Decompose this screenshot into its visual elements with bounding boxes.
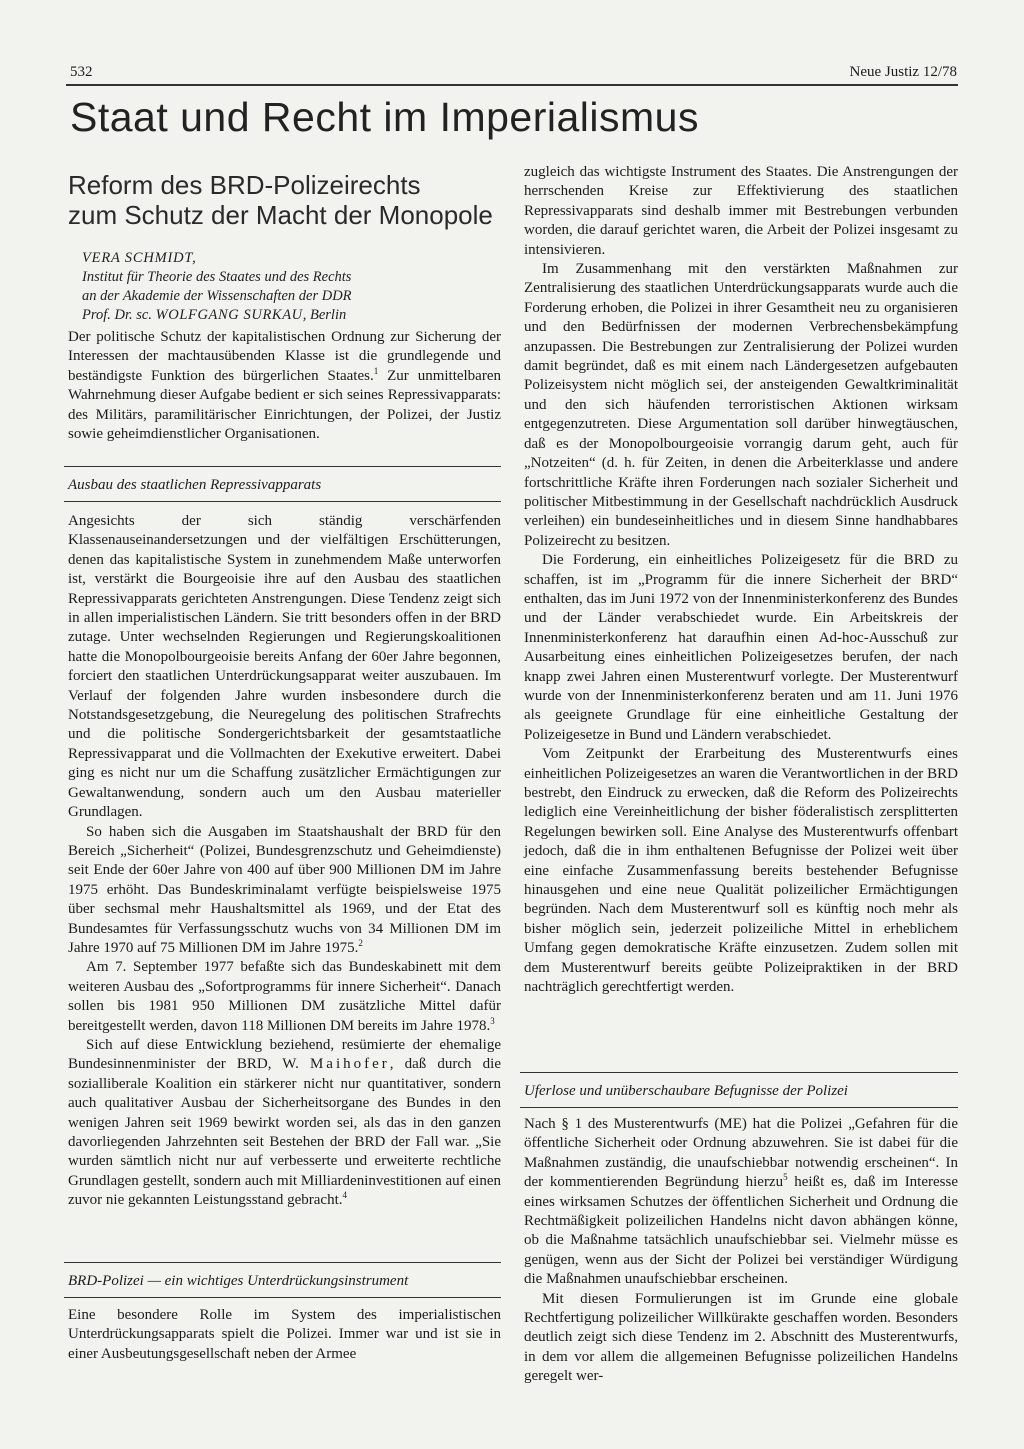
- page-header: [70, 64, 957, 86]
- article-title-line1: Reform des BRD-Polizeirechts: [68, 170, 421, 200]
- subheading-1: Ausbau des staatlichen Repressivapparats: [64, 466, 501, 502]
- article-title-line2: zum Schutz der Macht der Monopole: [68, 200, 493, 230]
- s3-paragraph-2: Mit diesen Formulierungen ist im Grunde eine globale Rechtfertigung polizeilicher Willkürakte geschaffen worden. Besonders deutlich zeigt sich diese Tendenz im 2. Abschnitt des Musterentwurfs, in dem vor allem die allgemeinen Befugnisse polizeilichen Handelns geregelt wer-: [524, 1290, 958, 1385]
- s3-paragraph-1: Nach § 1 des Musterentwurfs (ME) hat die Polizei „Gefahren für die öffentliche Sicherheit oder Ordnung abzuwehren. Sie ist dabei für die Maßnahmen zuständig, die unaufschiebbar notwendig erscheinen“. In der kommentierenden Begründung hierzu$^5$ heißt es, daß im Interesse eines wirksamen Schutzes der öffentlichen Sicherheit und Ordnung die Rechtmäßigkeit polizeilichen Handelns nicht davon abhängen könne, ob die Maßnahme tatsächlich unaufschiebbar sei. Vielmehr müsse es genügen, wenn aus der Sicht der Polizei bei verständiger Würdigung die Maßnahmen unaufschiebbar erscheinen.: [524, 1116, 958, 1288]
- section-title: Staat und Recht im Imperialismus: [70, 94, 699, 140]
- s2-paragraph-1: Eine besondere Rolle im System des imperialistischen Unterdrückungsapparats spielt die Polizei. Immer war und ist sie in einer Ausbeutungsgesellschaft neben der Armee: [68, 1307, 501, 1362]
- section-1-text: [68, 512, 501, 1211]
- page-number: 532: [70, 64, 93, 80]
- s1-paragraph-4: Sich auf diese Entwicklung beziehend, resümierte der ehemalige Bundesinnenminister der BRD, W. Maihofer, daß durch die sozialliberale Koalition ein stärkerer nicht nur quantitativer, sondern auch qualitativer Ausbau der Sicherheitsorgane des Bundes in den wenigen Jahren seit 1969 bewirkt worden sei, als das in den ganzen davorliegenden Jahrzehnten seit Bestehen der BRD der Fall war. „Sie wurden sämtlich nicht nur auf verbesserte und erweiterte rechtliche Grundlagen gestellt, sondern auch mit Milliardeninvestitionen auf einen zuvor nie gekannten Leistungsstand gebracht.$^4$: [68, 1036, 501, 1209]
- journal-issue: Neue Justiz 12/78: [849, 64, 957, 80]
- section-3-text: [524, 1115, 958, 1387]
- header-rule: [66, 84, 958, 86]
- section-2-text: [68, 1306, 501, 1364]
- right-column-text: [524, 163, 958, 997]
- subheading-3: Uferlose und unüberschaubare Befugnisse der Polizei: [520, 1072, 958, 1108]
- r-paragraph-2: Im Zusammenhang mit den verstärkten Maßnahmen zur Zentralisierung des staatlichen Unterdrückungsapparats wurde auch die Forderung erhoben, die Polizei in ihrer Gesamtheit neu zu organisieren und den Bedürfnissen der modernen Verbrechensbekämpfung anzupassen. Die Bestrebungen zur Zentralisierung der Polizei wurden damit begründet, daß es mit einem nach Ländergesetzen aufgebauten Polizeisystem nicht möglich sei, der ansteigenden Gewaltkriminalität und den sich häufenden terroristischen Aktionen wirksam entgegenzutreten. Diese Argumentation soll darüber hinwegtäuschen, daß es der Monopolbourgeoisie vorrangig darum geht, auch für „Notzeiten“ (d. h. für Zeiten, in denen die Arbeiterklasse und andere fortschrittliche Kräfte ihren Forderungen nach sozialer Sicherheit und politischer Mitbestimmung in der Gesellschaft nachdrücklich Ausdruck verleihen) ein bundeseinheitliches und in diesem Sinne handhabbares Polizeirecht zu besitzen.: [524, 261, 958, 549]
- intro-paragraph: Der politische Schutz der kapitalistischen Ordnung zur Sicherung der Interessen der machtausübenden Klasse ist die grundlegende und beständigste Funktion des bürgerlichen Staates.$^1$ Zur unmittelbaren Wahrnehmung dieser Aufgabe bedient er sich seines Repressivapparats: des Militärs, paramilitärischer Einrichtungen, der Polizei, der Justiz sowie geheimdienstlicher Organisationen.: [68, 329, 501, 443]
- author-2: Prof. Dr. sc. WOLFGANG SURKAU, Berlin: [82, 307, 347, 323]
- subheading-2: BRD-Polizei — ein wichtiges Unterdrückungsinstrument: [64, 1262, 501, 1298]
- s1-paragraph-2: So haben sich die Ausgaben im Staatshaushalt der BRD für den Bereich „Sicherheit“ (Polizei, Bundesgrenzschutz und Geheimdienste) seit Ende der 60er Jahre von 400 auf über 900 Millionen DM im Jahre 1975 erhöht. Das Bundeskriminalamt verfügte beispielsweise 1975 über sechsmal mehr Haushaltsmittel als 1969, und der Etat des Bundesamtes für Verfassungsschutz wuchs von 34 Millionen DM im Jahre 1970 auf 75 Millionen DM im Jahre 1975.$^2$: [68, 823, 501, 956]
- s1-paragraph-1: Angesichts der sich ständig verschärfenden Klassenauseinandersetzungen und der vielfältigen Erschütterungen, denen das kapitalistische System in zunehmendem Maße unterworfen ist, verstärkt die Bourgeoisie ihre auf den Ausbau des staatlichen Repressivapparats gerichteten Anstrengungen. Diese Tendenz zeigt sich in allen imperialistischen Ländern. Sie tritt besonders offen in der BRD zutage. Unter wechselnden Regierungen und Regierungskoalitionen hatte die Monopolbourgeoisie bereits Anfang der 60er Jahre begonnen, forciert den staatlichen Unterdrückungsapparat weiter auszubauen. Im Verlauf der folgenden Jahre wurden insbesondere durch die Notstandsgesetzgebung, die Neuregelung des politischen Strafrechts und die politische Sondergerichtsbarkeit der gesamtstaatliche Repressivapparat und die Vollmachten der Exekutive erweitert. Dabei ging es nicht nur um die Schaffung zusätzlicher Ermächtigungen zur Gewaltanwendung, sondern auch um den Ausbau materieller Grundlagen.: [68, 513, 501, 821]
- author-block: [82, 249, 502, 325]
- r-paragraph-4: Vom Zeitpunkt der Erarbeitung des Musterentwurfs eines einheitlichen Polizeigesetzes an waren die Verantwortlichen in der BRD bestrebt, den Eindruck zu erwecken, daß die Reform des Polizeirechts lediglich eine Vereinheitlichung der bisher föderalistisch zersplitterten Regelungen bewirken soll. Eine Analyse des Musterentwurfs offenbart jedoch, daß die in ihm enthaltenen Befugnisse der Polizei weit über eine einfache Zusammenfassung bereits bestehender Befugnisse hinausgehen und eine neue Qualität polizeilicher Ermächtigungen begründen. Nach dem Musterentwurf soll es künftig noch mehr als bisher möglich sein, jederzeit polizeiliche Mittel in erheblichem Umfang gegen demokratische Kräfte einzusetzen. Zudem sollen mit dem Musterentwurf bereits geübte Polizeipraktiken in der BRD nachträglich gerechtfertigt werden.: [524, 746, 958, 996]
- r-paragraph-1: zugleich das wichtigste Instrument des Staates. Die Anstrengungen der herrschenden Kreise zur Effektivierung des staatlichen Repressivapparats sind deshalb immer mit Bestrebungen verbunden worden, die darauf gerichtet waren, die Arbeit der Polizei insgesamt zu intensivieren.: [524, 164, 958, 258]
- r-paragraph-3: Die Forderung, ein einheitliches Polizeigesetz für die BRD zu schaffen, ist im „Programm für die innere Sicherheit der BRD“ enthalten, das im Juni 1972 von der Innenministerkonferenz des Bundes und der Länder verabschiedet wurde. Ein Arbeitskreis der Innenministerkonferenz hat daraufhin einen Ad-hoc-Ausschuß zur Ausarbeitung eines einheitlichen Polizeigesetzes berufen, der nach knapp zwei Jahren einen Musterentwurf vorlegte. Der Musterentwurf wurde von der Innenministerkonferenz beraten und am 11. Juni 1976 als geeignete Grundlage für eine einheitliche Gestaltung der Polizeigesetze in Bund und Ländern verabschiedet.: [524, 552, 958, 743]
- author-1-affiliation-1: Institut für Theorie des Staates und des Rechts: [82, 269, 352, 285]
- author-1: VERA SCHMIDT,: [82, 250, 197, 266]
- article-title: [68, 170, 508, 230]
- author-1-affiliation-2: an der Akademie der Wissenschaften der DDR: [82, 288, 352, 304]
- s1-paragraph-3: Am 7. September 1977 befaßte sich das Bundeskabinett mit dem weiteren Ausbau des „Sofortprogramms für innere Sicherheit“. Danach sollen bis 1981 950 Millionen DM zusätzliche Mittel dafür bereitgestellt werden, davon 118 Millionen DM bereits im Jahre 1978.$^3$: [68, 959, 501, 1034]
